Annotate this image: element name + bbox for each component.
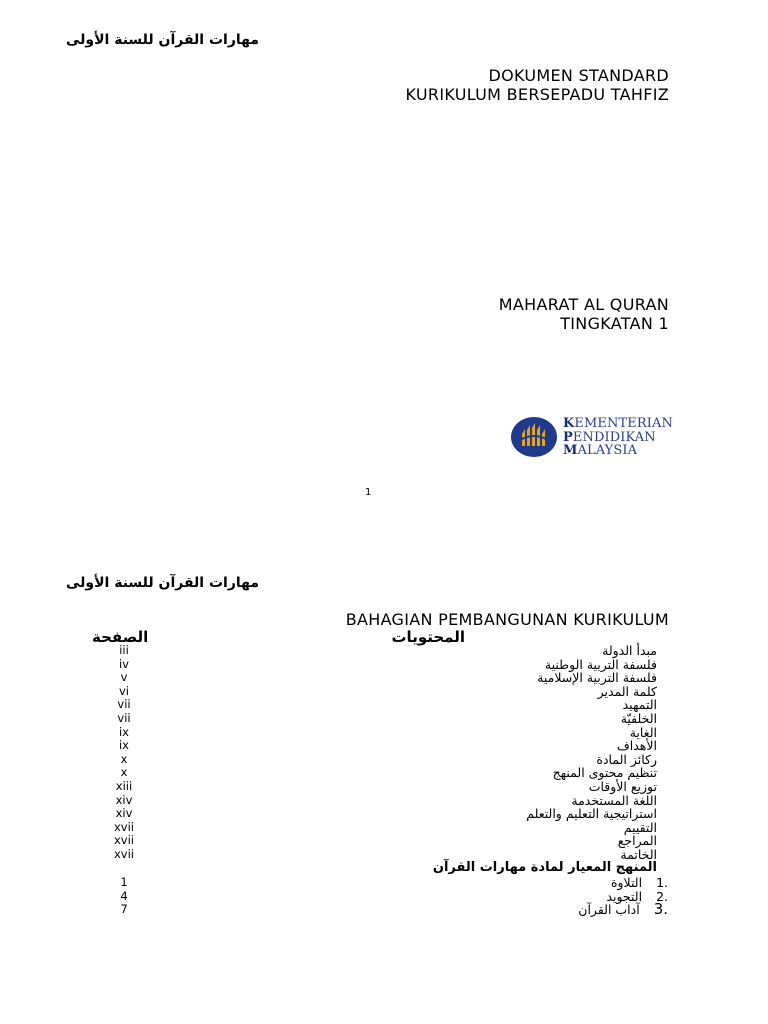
- toc-entry-page: xiv: [115, 806, 133, 821]
- document-title: [406, 66, 669, 104]
- toc-entry-title: الأهداف: [616, 738, 657, 754]
- toc-entry-title: التمهيد: [622, 697, 657, 713]
- toc-entry-page: ix: [118, 738, 129, 753]
- toc-entry-page: xvii: [113, 833, 134, 848]
- toc-entry-page: x: [120, 751, 128, 766]
- toc-row: [0, 753, 768, 767]
- toc-entry-title: اللغة المستخدمة: [571, 792, 657, 808]
- toc-entry-text: آداب القرآن: [578, 902, 640, 918]
- toc-entry-page: v: [120, 670, 128, 685]
- subject-title: [499, 295, 669, 333]
- toc-entry-title: [611, 876, 668, 890]
- toc-entry-number: 2.: [656, 888, 668, 904]
- toc-entry-page: xvii: [113, 847, 134, 861]
- toc-entry-title: مبدأ الدولة: [602, 643, 657, 658]
- title-line-1: DOKUMEN STANDARD: [488, 66, 669, 85]
- toc-entry-title: التقييم: [623, 819, 657, 835]
- section-heading: BAHAGIAN PEMBANGUNAN KURIKULUM: [345, 610, 669, 629]
- page-number: 1: [365, 487, 372, 498]
- toc-entry-page: vi: [118, 683, 129, 698]
- toc-entry-title: ركائز المادة: [596, 751, 657, 767]
- page1-header: مهارات القرآن للسنة الأولى: [66, 32, 260, 48]
- toc-subsection-heading: المنهج المعيار لمادة مهارات القرآن: [432, 860, 657, 875]
- toc-entry-page: vii: [117, 711, 131, 725]
- toc-row: [0, 698, 768, 712]
- toc-entry-title: [578, 900, 668, 919]
- toc-row: [0, 685, 768, 699]
- toc-entry-page: xvii: [113, 819, 134, 834]
- toc-entry-page: iv: [118, 656, 129, 671]
- toc-row: [0, 876, 768, 890]
- toc-entry-page: 4: [120, 888, 128, 903]
- toc-row: [0, 834, 768, 848]
- kpm-emblem-icon: [510, 416, 558, 458]
- toc-entry-title: الغاية: [629, 724, 657, 740]
- toc-entry-title: الخاتمة: [620, 847, 657, 862]
- toc-entry-page: xiv: [115, 792, 133, 807]
- toc-entry-title: فلسفة التربية الإسلامية: [537, 670, 657, 686]
- ministry-logo-text: KEMENTERIAN PENDIDIKAN MALAYSIA: [563, 416, 673, 458]
- toc-entry-page: x: [120, 765, 128, 780]
- toc-row: [0, 821, 768, 835]
- toc-row: [0, 671, 768, 685]
- toc-entry-title: تنظيم محتوى المنهج: [552, 765, 657, 781]
- toc-entry-number: 3.: [653, 900, 668, 919]
- toc-page-header: الصفحة: [92, 628, 149, 646]
- toc-row: [0, 780, 768, 794]
- toc-entry-text: التلاوة: [610, 875, 643, 890]
- page2-header: مهارات القرآن للسنة الأولى: [66, 575, 260, 591]
- toc-row: [0, 726, 768, 740]
- toc-entry-title: الخلفيّة: [620, 711, 657, 726]
- subject-line-1: MAHARAT AL QURAN: [498, 295, 669, 314]
- toc-row: [0, 890, 768, 904]
- title-line-2: KURIKULUM BERSEPADU TAHFIZ: [405, 85, 669, 104]
- toc-row: [0, 794, 768, 808]
- toc-row: [0, 900, 768, 919]
- subject-line-2: TINGKATAN 1: [560, 314, 669, 333]
- toc-row: [0, 766, 768, 780]
- toc-entry-title: فلسفة التربية الوطنية: [544, 656, 657, 672]
- ministry-logo: [510, 415, 673, 459]
- toc-entry-title: توزيع الأوقات: [588, 779, 657, 794]
- toc-row: [0, 644, 768, 658]
- toc-entry-number: 1.: [656, 875, 668, 890]
- toc-row: [0, 658, 768, 672]
- toc-entry-text: التجويد: [606, 888, 643, 904]
- toc-row: [0, 712, 768, 726]
- toc-entry-page: ix: [118, 724, 129, 739]
- toc-row: [0, 739, 768, 753]
- toc-entry-page: 7: [120, 902, 128, 917]
- toc-entry-title: المراجع: [617, 833, 657, 849]
- toc-entry-page: vii: [117, 697, 131, 712]
- toc-contents-header: المحتويات: [391, 628, 465, 646]
- toc-entry-page: 1: [120, 875, 128, 889]
- toc-entry-page: xiii: [115, 779, 133, 793]
- toc-entry-page: iii: [119, 643, 129, 657]
- toc-entry-title: كلمة المدير: [597, 683, 657, 699]
- toc-row: [0, 807, 768, 821]
- toc-entry-title: استراتيجية التعليم والتعلم: [526, 806, 657, 822]
